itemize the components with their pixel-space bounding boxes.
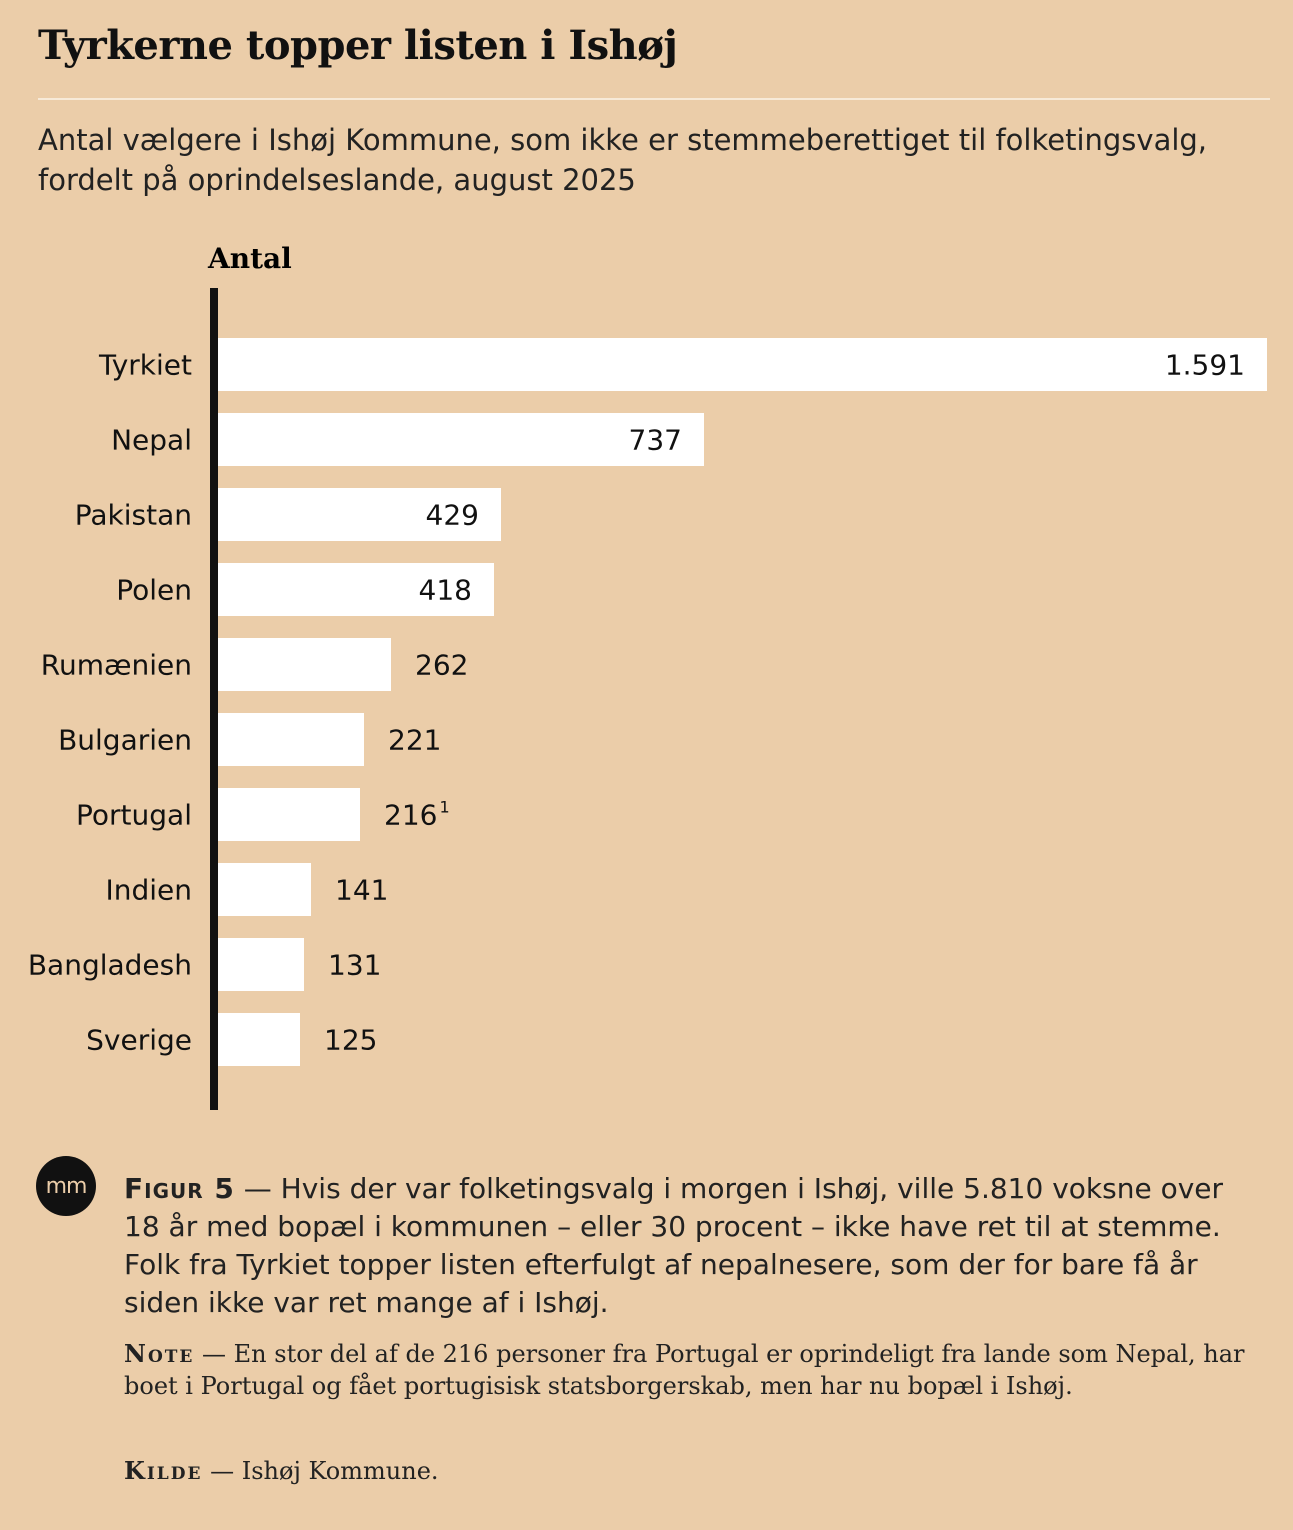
category-label: Polen bbox=[116, 573, 192, 607]
category-label: Portugal bbox=[76, 798, 192, 832]
value-label bbox=[324, 1024, 377, 1057]
note bbox=[124, 1338, 1264, 1402]
value-label bbox=[384, 798, 450, 832]
source bbox=[124, 1455, 1264, 1487]
value-axis-line bbox=[210, 288, 218, 1110]
note-separator: — bbox=[202, 1340, 226, 1368]
bar-portugal bbox=[218, 788, 360, 841]
value-label bbox=[1165, 349, 1245, 382]
value-label-number: 216 bbox=[384, 798, 438, 832]
value-label-number: 429 bbox=[425, 498, 479, 532]
note-label: Note bbox=[124, 1339, 195, 1368]
axis-title: Antal bbox=[208, 242, 292, 275]
category-label: Pakistan bbox=[74, 498, 192, 532]
category-label: Tyrkiet bbox=[98, 348, 192, 382]
note-text: En stor del af de 216 personer fra Portugal er oprindeligt fra lande som Nepal, har boet i Portugal og fået portugisisk statsborgerskab, men har nu bopæl i Ishøj. bbox=[124, 1340, 1245, 1400]
title-divider bbox=[38, 98, 1270, 100]
category-label: Nepal bbox=[111, 423, 192, 457]
caption-text: Hvis der var folketingsvalg i morgen i Ishøj, ville 5.810 voksne over 18 år med bopæl i kommunen – eller 30 procent – ikke have ret til at stemme. Folk fra Tyrkiet topper listen efterfulgt af nepalnesere, som der for bare få år siden ikke var ret mange af i Ishøj. bbox=[124, 1172, 1224, 1319]
value-label bbox=[415, 649, 468, 682]
figure-caption bbox=[124, 1170, 1264, 1322]
value-label-number: 125 bbox=[324, 1023, 378, 1057]
value-label-number: 221 bbox=[388, 723, 442, 757]
category-label: Bulgarien bbox=[58, 723, 192, 757]
bar-sverige bbox=[218, 1013, 300, 1066]
category-label: Bangladesh bbox=[27, 948, 192, 982]
value-label bbox=[426, 499, 479, 532]
caption-label: Figur 5 bbox=[124, 1172, 235, 1205]
chart-subtitle: Antal vælgere i Ishøj Kommune, som ikke er stemmeberettiget til folketingsvalg, fordelt på oprindelseslande, august 2025 bbox=[38, 123, 1208, 197]
value-label-number: 418 bbox=[418, 573, 472, 607]
source-text: Ishøj Kommune. bbox=[241, 1457, 439, 1485]
bar-bulgarien bbox=[218, 713, 364, 766]
source-separator: — bbox=[210, 1457, 235, 1485]
category-label: Rumænien bbox=[40, 648, 192, 682]
bar-bangladesh bbox=[218, 938, 304, 991]
category-label: Sverige bbox=[86, 1023, 192, 1057]
bar-tyrkiet bbox=[218, 338, 1267, 391]
footnote-mark: 1 bbox=[439, 797, 450, 817]
value-label bbox=[388, 724, 441, 757]
value-label-number: 1.591 bbox=[1164, 348, 1245, 382]
value-label-number: 141 bbox=[335, 873, 389, 907]
value-label bbox=[335, 874, 388, 907]
chart-title: Tyrkerne topper listen i Ishøj bbox=[38, 22, 678, 69]
bar-indien bbox=[218, 863, 311, 916]
value-label bbox=[419, 574, 472, 607]
value-label-number: 737 bbox=[628, 423, 682, 457]
caption-separator: — bbox=[243, 1172, 272, 1205]
value-label bbox=[629, 424, 682, 457]
category-label: Indien bbox=[105, 873, 192, 907]
value-label-number: 131 bbox=[328, 948, 382, 982]
value-label bbox=[328, 949, 381, 982]
mm-logo-icon: mm bbox=[36, 1156, 96, 1216]
bar-chart bbox=[0, 230, 1293, 1120]
bar-rumænien bbox=[218, 638, 391, 691]
source-label: Kilde bbox=[124, 1456, 203, 1485]
value-label-number: 262 bbox=[415, 648, 469, 682]
